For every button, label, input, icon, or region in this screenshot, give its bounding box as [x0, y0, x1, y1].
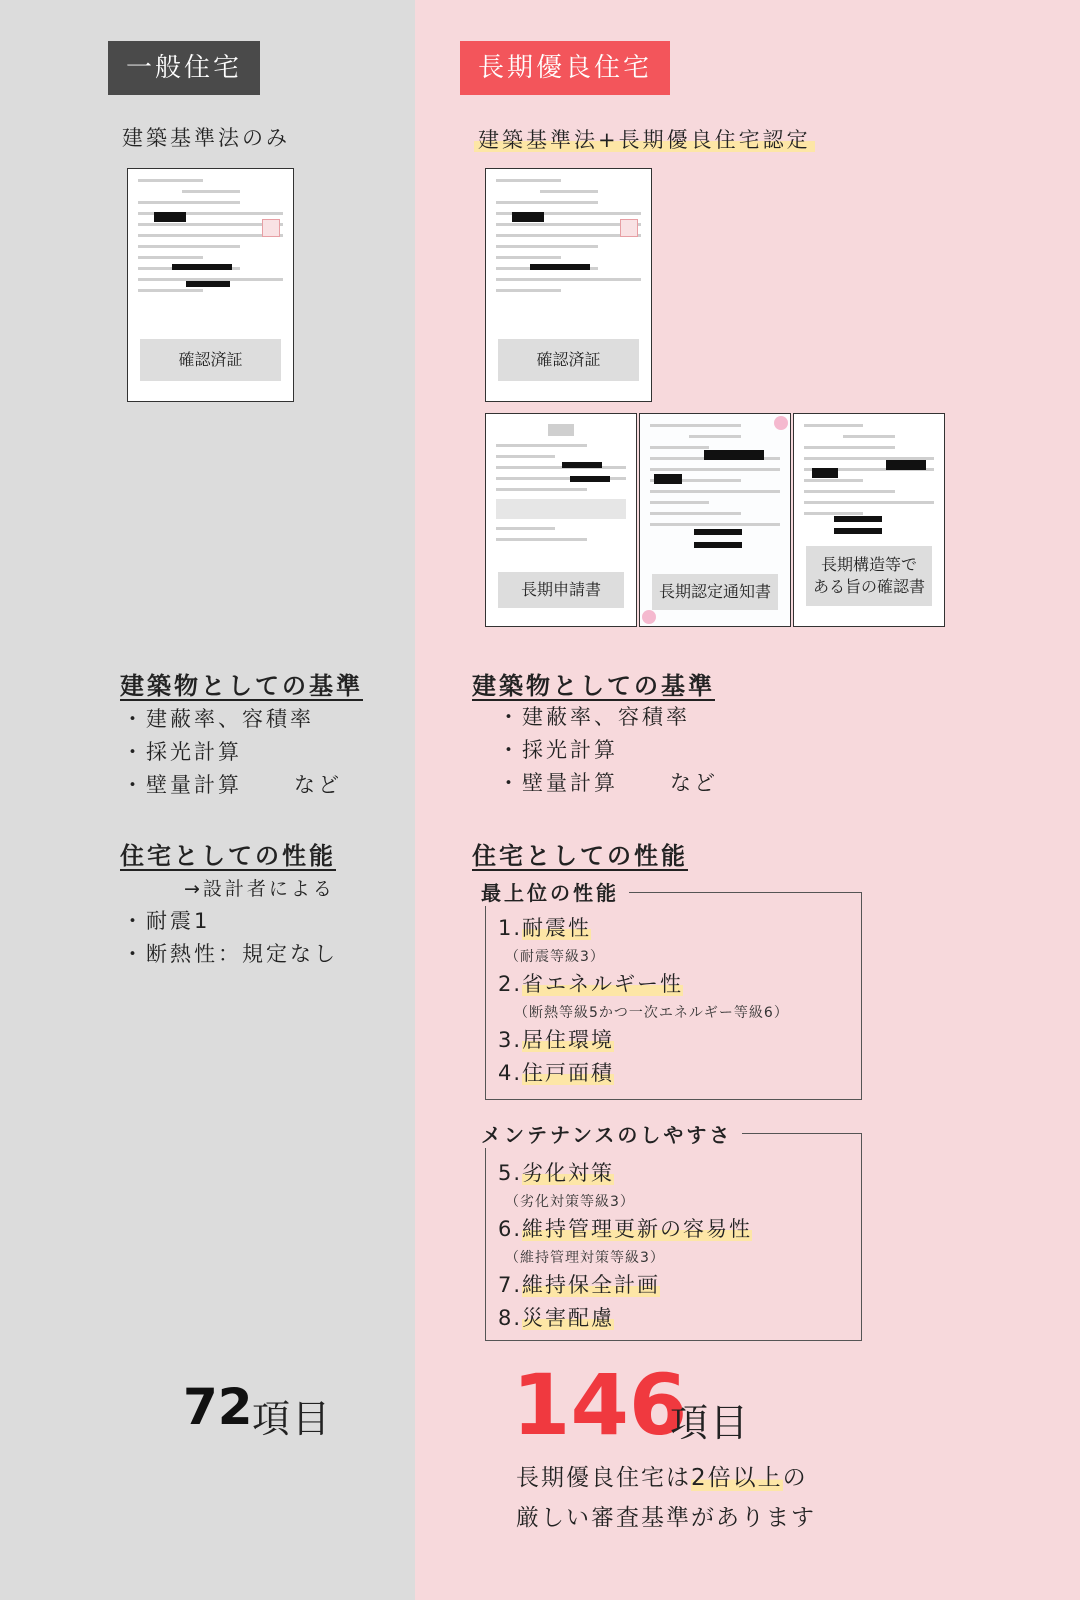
redaction-bar	[886, 460, 926, 470]
redaction-bar	[834, 528, 882, 534]
maintenance-note: （劣化対策等級3）	[505, 1194, 635, 1210]
application-doc	[485, 413, 637, 627]
left-performance-heading: 住宅としての性能	[120, 842, 336, 870]
redaction-bar	[154, 212, 186, 222]
list-item: ・壁量計算 など	[122, 773, 342, 797]
list-suffix: など	[670, 771, 718, 795]
stamp-icon	[620, 219, 638, 237]
application-doc-label: 長期申請書	[498, 572, 624, 608]
left-building-heading: 建築物としての基準	[120, 672, 363, 700]
list-item: ・建蔽率、容積率	[122, 707, 314, 731]
redaction-bar	[570, 476, 610, 482]
structure-confirmation-label: 長期構造等で ある旨の確認書	[806, 546, 932, 606]
redaction-bar	[530, 264, 590, 270]
redaction-bar	[694, 542, 742, 548]
performance-item: 1.耐震性	[498, 916, 592, 940]
certification-notice-label: 長期認定通知書	[652, 574, 778, 610]
stamp-icon	[262, 219, 280, 237]
left-performance-list	[122, 905, 338, 971]
left-count: 72	[183, 1378, 253, 1436]
left-subtitle: 建築基準法のみ	[122, 126, 290, 150]
right-count: 146	[512, 1356, 688, 1454]
redaction-bar	[812, 468, 838, 478]
left-count-unit: 項目	[252, 1397, 333, 1441]
redaction-bar	[654, 474, 682, 484]
right-building-list	[498, 701, 718, 800]
flower-icon	[642, 610, 656, 624]
performance-note: （断熱等級5かつ一次エネルギー等級6）	[514, 1005, 789, 1021]
structure-confirmation-doc	[793, 413, 945, 627]
right-performance-heading: 住宅としての性能	[472, 842, 688, 870]
redaction-bar	[172, 264, 232, 270]
performance-item: 3.居住環境	[498, 1028, 615, 1052]
performance-item: 4.住戸面積	[498, 1061, 615, 1085]
maintenance-box-title: メンテナンスのしやすさ	[481, 1119, 742, 1148]
summary-line-1: 長期優良住宅は2倍以上の	[516, 1465, 808, 1491]
left-doc-label: 確認済証	[140, 339, 281, 381]
maintenance-item: 8.災害配慮	[498, 1306, 615, 1330]
summary-text	[516, 1458, 816, 1538]
performance-note: （耐震等級3）	[505, 949, 605, 965]
list-item: ・建蔽率、容積率	[498, 705, 690, 729]
maintenance-item: 7.維持保全計画	[498, 1273, 661, 1297]
right-building-heading: 建築物としての基準	[472, 672, 715, 700]
list-suffix: など	[294, 773, 342, 797]
redaction-bar	[834, 516, 882, 522]
left-performance-note: →設計者による	[184, 878, 335, 900]
list-item: ・断熱性：規定なし	[122, 942, 338, 966]
flower-icon	[774, 416, 788, 430]
right-tag: 長期優良住宅	[460, 41, 670, 95]
certification-notice-doc	[639, 413, 791, 627]
right-subtitle: 建築基準法+長期優良住宅認定	[474, 124, 815, 154]
redaction-bar	[512, 212, 544, 222]
left-tag: 一般住宅	[108, 41, 260, 95]
right-count-unit: 項目	[670, 1401, 751, 1445]
redaction-bar	[186, 281, 230, 287]
right-certificate-doc	[485, 168, 652, 402]
redaction-bar	[562, 462, 602, 468]
redaction-bar	[704, 450, 764, 460]
list-item: ・採光計算	[122, 740, 242, 764]
performance-item: 2.省エネルギー性	[498, 972, 684, 996]
summary-line-2: 厳しい審査基準があります	[516, 1505, 816, 1531]
list-item: ・採光計算	[498, 738, 618, 762]
maintenance-item: 6.維持管理更新の容易性	[498, 1217, 753, 1241]
redaction-bar	[694, 529, 742, 535]
list-item: ・壁量計算 など	[498, 771, 718, 795]
top-performance-box-title: 最上位の性能	[481, 877, 629, 906]
right-doc-label: 確認済証	[498, 339, 639, 381]
list-item: ・耐震1	[122, 909, 211, 933]
left-building-list	[122, 703, 342, 802]
maintenance-item: 5.劣化対策	[498, 1161, 615, 1185]
left-certificate-doc	[127, 168, 294, 402]
maintenance-note: （維持管理対策等級3）	[505, 1250, 665, 1266]
